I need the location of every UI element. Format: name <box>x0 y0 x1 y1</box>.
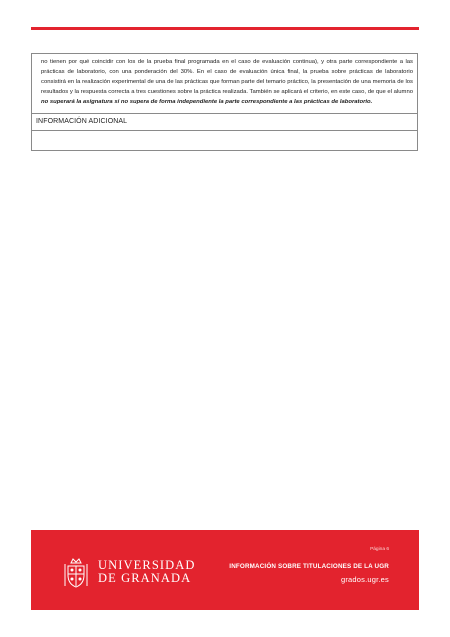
evaluation-text-emphasis: no superará la asignatura si no supera de forma independiente la parte correspondiente a las prácticas de laboratorio. <box>41 98 373 105</box>
university-name-line2: DE GRANADA <box>98 571 192 585</box>
section-heading: INFORMACIÓN ADICIONAL <box>32 114 417 131</box>
section-content <box>32 131 417 150</box>
page-number: Página 6 <box>370 547 389 552</box>
info-title: INFORMACIÓN SOBRE TITULACIONES DE LA UGR <box>229 563 389 570</box>
university-name-line1: UNIVERSIDAD <box>98 558 196 572</box>
evaluation-text <box>32 54 417 114</box>
content-table <box>31 53 418 151</box>
evaluation-text-normal: no tienen por qué coincidir con los de la prueba final programada en el caso de evaluación continua), y otra parte correspondiente a las prácticas de laboratorio, con una ponderación del 30%. En el caso de evaluación única final, la prueba sobre prácticas de laboratorio consistirá en la realización experimental de una de las prácticas que forman parte del temario práctico, la presentación de una memoria de los resultados y la respuesta correcta a tres cuestiones sobre la práctica realizada. También se aplicará el criterio, en este caso, de que el alumno <box>41 59 413 95</box>
university-name <box>98 559 196 585</box>
footer-banner <box>31 530 419 610</box>
university-seal-icon <box>63 557 89 589</box>
header-rule <box>31 27 419 30</box>
website-link[interactable]: grados.ugr.es <box>340 575 389 584</box>
